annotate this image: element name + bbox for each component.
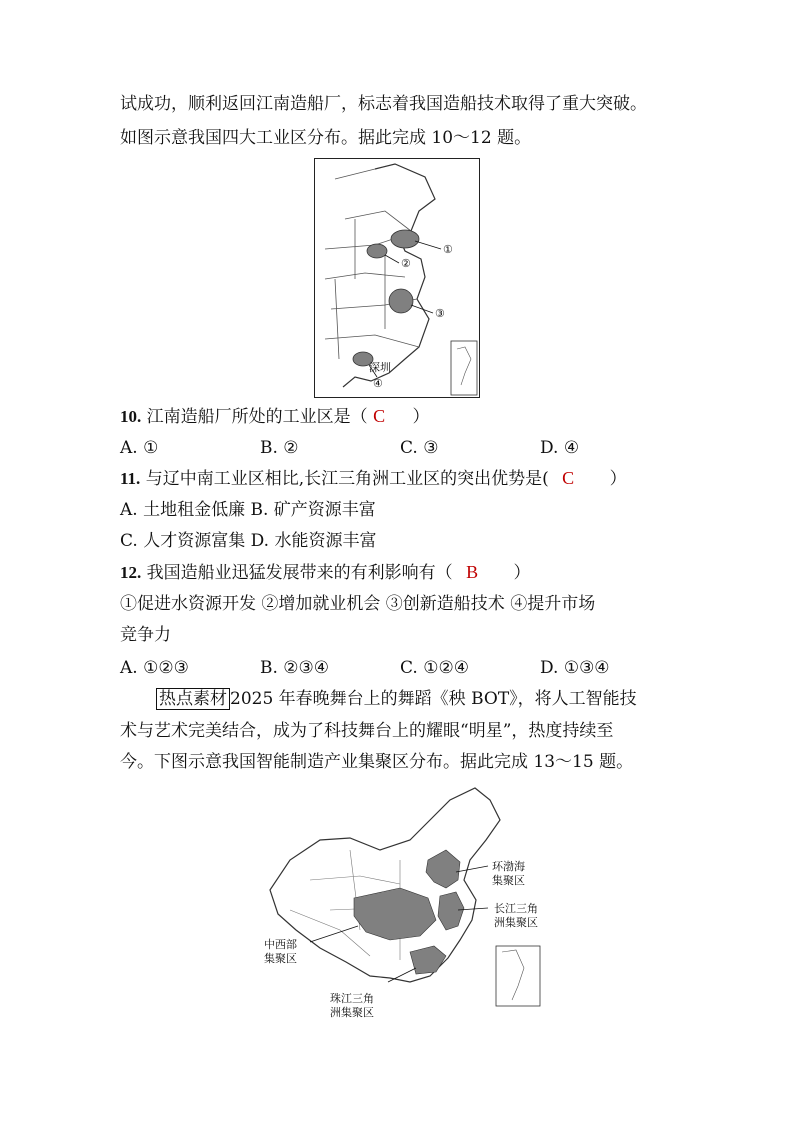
clusters-map-drawing bbox=[250, 780, 550, 1020]
label-yangtze-1: 长江三角 bbox=[494, 902, 538, 915]
label-pearl-2: 洲集聚区 bbox=[330, 1006, 374, 1019]
question-12-number: 12. bbox=[120, 563, 142, 582]
label-central-2: 集聚区 bbox=[264, 952, 297, 965]
hot-line-1 bbox=[156, 687, 637, 711]
q11-options-line-1: A. 土地租金低廉 B. 矿产资源丰富 bbox=[120, 500, 376, 520]
marker-4: ④ bbox=[373, 377, 383, 390]
hot-line-1-text: 2025 年春晚舞台上的舞蹈《秧 BOT》，将人工智能技 bbox=[230, 689, 637, 709]
q12-option-c: C. ①②④ bbox=[400, 658, 469, 678]
china-outline bbox=[270, 788, 500, 982]
q11-options-line-2: C. 人才资源富集 D. 水能资源丰富 bbox=[120, 531, 377, 551]
intro-line-1: 试成功，顺利返回江南造船厂，标志着我国造船技术取得了重大突破。 bbox=[120, 94, 647, 114]
q12-option-b: B. ②③④ bbox=[260, 658, 330, 678]
hot-line-2: 术与艺术完美结合，成为了科技舞台上的耀眼“明星”，热度持续至 bbox=[120, 721, 614, 741]
question-10-stem: 江南造船厂所处的工业区是（ bbox=[146, 407, 368, 427]
marker-3: ③ bbox=[435, 307, 445, 320]
q10-option-a: A. ① bbox=[120, 438, 159, 458]
question-11-number: 11. bbox=[120, 469, 141, 488]
question-11-stem: 与辽中南工业区相比,长江三角洲工业区的突出优势是( bbox=[145, 469, 549, 489]
q10-option-b: B. ② bbox=[260, 438, 299, 458]
clusters-map bbox=[250, 780, 550, 1020]
hot-line-3: 今。下图示意我国智能制造产业集聚区分布。据此完成 13～15 题。 bbox=[120, 752, 634, 772]
question-11 bbox=[120, 466, 627, 491]
q12-option-a: A. ①②③ bbox=[120, 658, 189, 678]
label-yangtze-2: 洲集聚区 bbox=[494, 916, 538, 929]
region-2 bbox=[367, 244, 387, 258]
intro-line-2: 如图示意我国四大工业区分布。据此完成 10～12 题。 bbox=[120, 128, 532, 148]
question-12 bbox=[120, 560, 530, 585]
hot-material-tag: 热点素材 bbox=[156, 688, 230, 710]
question-10-close: ） bbox=[412, 407, 430, 427]
question-11-answer: C bbox=[562, 468, 575, 488]
marker-2: ② bbox=[401, 257, 411, 270]
q10-option-c: C. ③ bbox=[400, 438, 439, 458]
city-label-shenzhen: 深圳 bbox=[369, 361, 391, 374]
q12-items-line-2: 竞争力 bbox=[120, 625, 171, 645]
label-central-1: 中西部 bbox=[264, 938, 297, 951]
question-12-stem: 我国造船业迅猛发展带来的有利影响有（ bbox=[146, 563, 453, 583]
map-drawing bbox=[315, 159, 479, 397]
label-bohai-2: 集聚区 bbox=[492, 874, 525, 887]
q12-option-d: D. ①③④ bbox=[540, 658, 610, 678]
marker-1: ① bbox=[443, 243, 453, 256]
industrial-regions-map bbox=[314, 158, 480, 398]
question-10 bbox=[120, 404, 429, 429]
south-sea-inset bbox=[451, 341, 477, 395]
q10-option-d: D. ④ bbox=[540, 438, 580, 458]
label-pearl-1: 珠江三角 bbox=[330, 992, 374, 1005]
q12-items-line-1: ①促进水资源开发 ②增加就业机会 ③创新造船技术 ④提升市场 bbox=[120, 594, 596, 614]
question-12-close: ） bbox=[513, 563, 531, 583]
question-10-answer: C bbox=[373, 406, 386, 426]
region-3 bbox=[389, 289, 413, 313]
label-bohai-1: 环渤海 bbox=[492, 860, 525, 873]
question-11-close: ） bbox=[609, 469, 627, 489]
region-1 bbox=[391, 230, 419, 248]
question-10-number: 10. bbox=[120, 407, 142, 426]
question-12-answer: B bbox=[466, 562, 479, 582]
